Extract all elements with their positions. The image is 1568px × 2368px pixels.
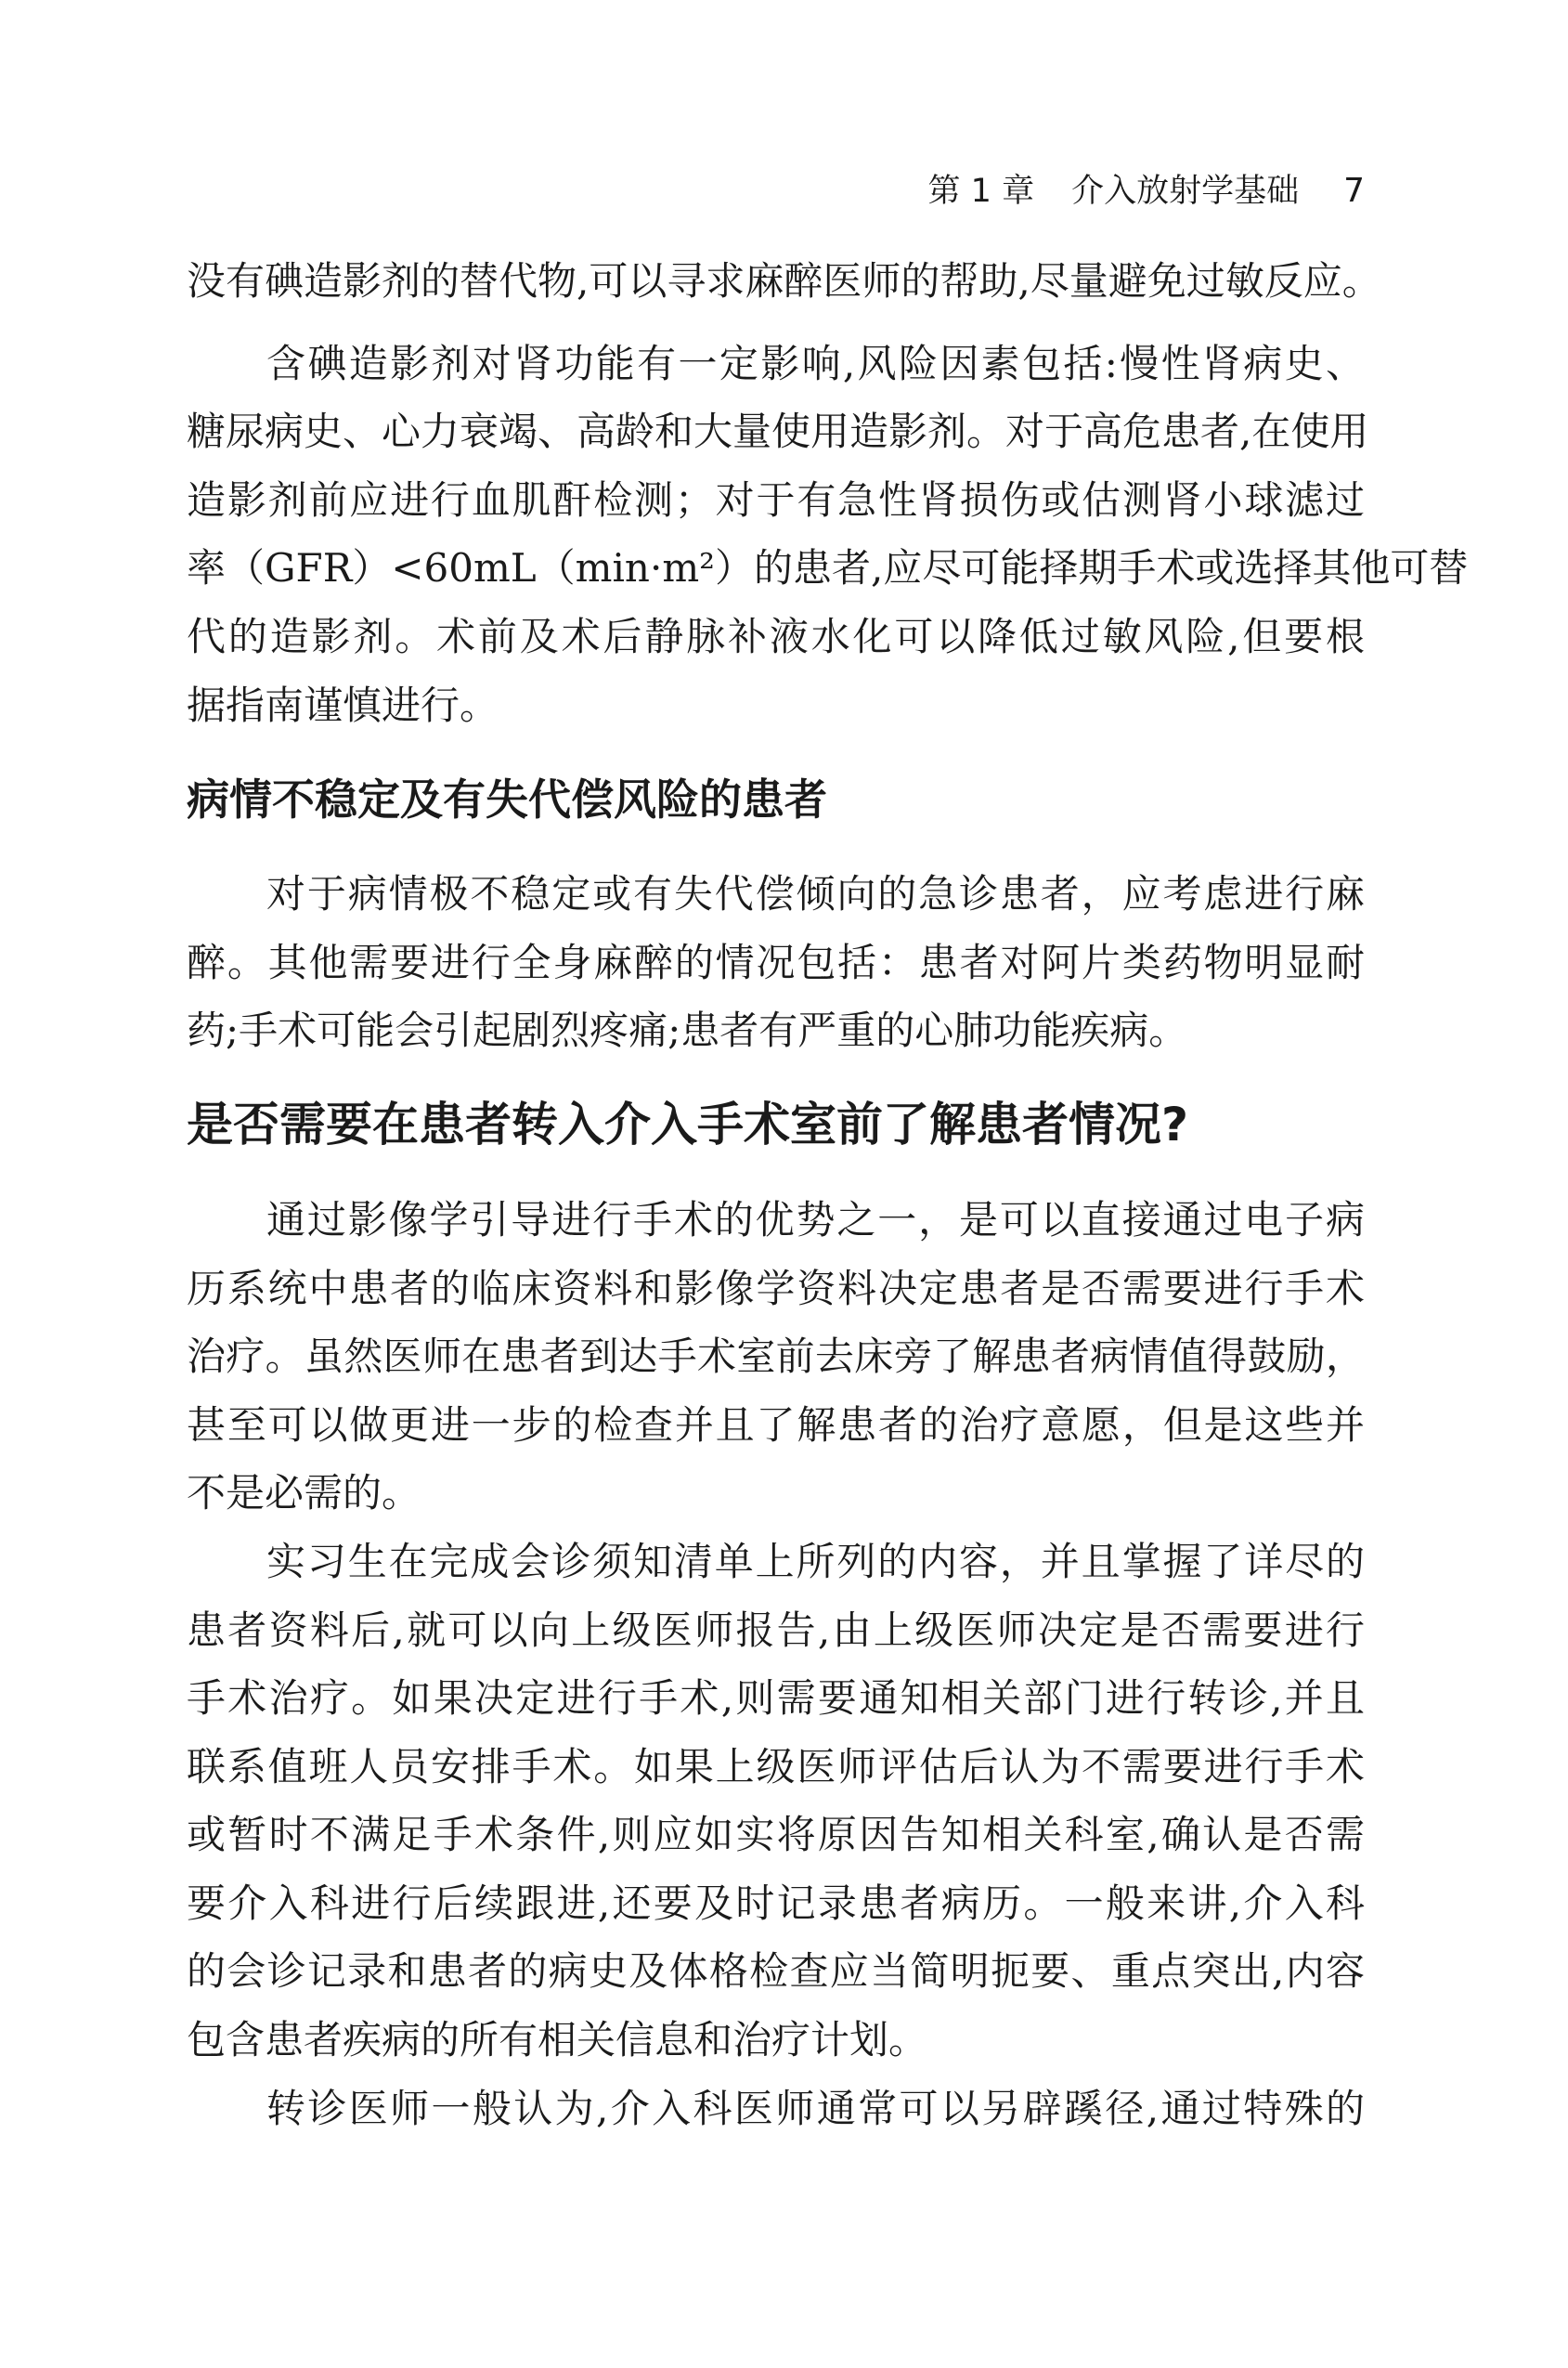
text-line: 要介入科进行后续跟进,还要及时记录患者病历。一般来讲,介入科 (187, 1880, 1365, 1926)
paragraph (187, 247, 1381, 316)
text-line: 的会诊记录和患者的病史及体格检查应当简明扼要、重点突出,内容 (187, 1948, 1365, 1995)
section-heading: 是否需要在患者转入介入手术室前了解患者情况? (187, 1097, 1189, 1151)
paragraph (187, 330, 1469, 740)
body-text (187, 247, 1469, 2142)
paragraph (187, 1528, 1365, 2075)
text-line: 或暂时不满足手术条件,则应如实将原因告知相关科室,确认是否需 (187, 1812, 1365, 1858)
text-line: 率（GFR）<60mL（min·m²）的患者,应尽可能择期手术或选择其他可替 (187, 545, 1469, 592)
chapter-title: 介入放射学基础 (1071, 173, 1300, 210)
text-line: 醉。其他需要进行全身麻醉的情况包括：患者对阿片类药物明显耐 (187, 939, 1365, 985)
text-line: 糖尿病史、心力衰竭、高龄和大量使用造影剂。对于高危患者,在使用 (187, 409, 1369, 455)
text-line: 不是必需的。 (187, 1470, 421, 1516)
text-line: 转诊医师一般认为,介入科医师通常可以另辟蹊径,通过特殊的 (266, 2085, 1365, 2131)
paragraph (187, 2075, 1365, 2143)
running-header (928, 170, 1365, 213)
text-line: 手术治疗。如果决定进行手术,则需要通知相关部门进行转诊,并且 (187, 1675, 1365, 1722)
text-line: 代的造影剂。术前及术后静脉补液水化可以降低过敏风险,但要根 (187, 613, 1365, 659)
text-line: 通过影像学引导进行手术的优势之一，是可以直接通过电子病 (266, 1196, 1365, 1243)
page-number: 7 (1343, 172, 1365, 210)
text-line: 包含患者疾病的所有相关信息和治疗计划。 (187, 2017, 928, 2063)
text-line: 联系值班人员安排手术。如果上级医师评估后认为不需要进行手术 (187, 1743, 1365, 1789)
text-line: 历系统中患者的临床资料和影像学资料决定患者是否需要进行手术 (187, 1265, 1365, 1311)
text-line: 没有碘造影剂的替代物,可以寻求麻醉医师的帮助,尽量避免过敏反应。 (187, 258, 1381, 304)
text-line: 甚至可以做更进一步的检查并且了解患者的治疗意愿，但是这些并 (187, 1401, 1365, 1448)
text-line: 治疗。虽然医师在患者到达手术室前去床旁了解患者病情值得鼓励， (187, 1334, 1365, 1380)
subsection-heading: 病情不稳定及有失代偿风险的患者 (187, 774, 827, 826)
text-line: 含碘造影剂对肾功能有一定影响,风险因素包括:慢性肾病史、 (266, 340, 1365, 386)
chapter-label: 第 1 章 (927, 173, 1035, 210)
paragraph (187, 860, 1365, 1065)
text-line: 药;手术可能会引起剧烈疼痛;患者有严重的心肺功能疾病。 (187, 1008, 1188, 1054)
text-line: 造影剂前应进行血肌酐检测；对于有急性肾损伤或估测肾小球滤过 (187, 476, 1365, 523)
text-line: 实习生在完成会诊须知清单上所列的内容，并且掌握了详尽的 (266, 1538, 1365, 1584)
text-line: 患者资料后,就可以向上级医师报告,由上级医师决定是否需要进行 (187, 1607, 1365, 1653)
paragraph (187, 1186, 1365, 1528)
text-line: 对于病情极不稳定或有失代偿倾向的急诊患者，应考虑进行麻 (266, 871, 1365, 917)
text-line: 据指南谨慎进行。 (187, 682, 499, 728)
